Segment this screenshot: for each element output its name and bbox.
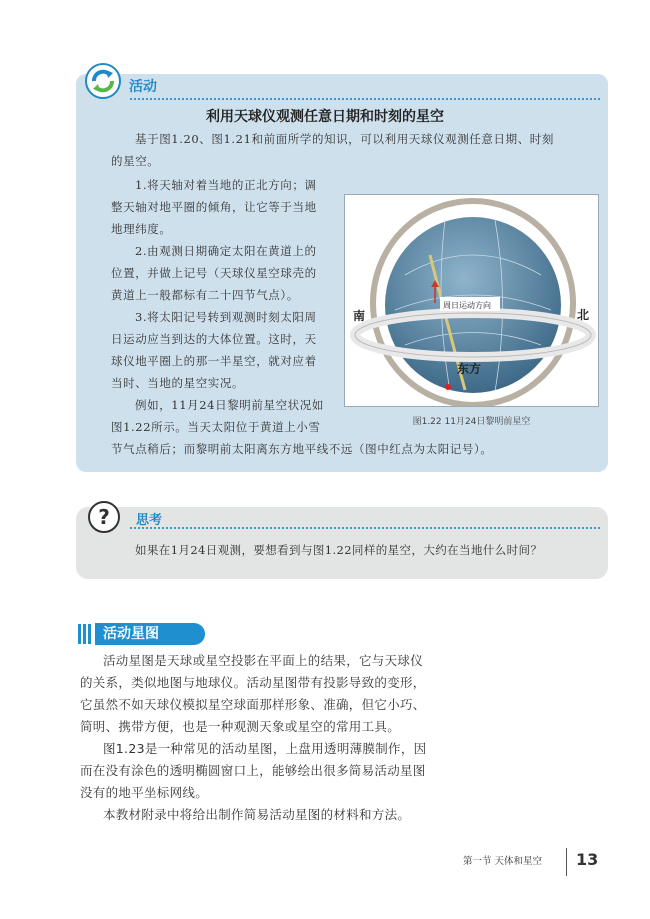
- body-line: 简明、携带方便，也是一种观测天象或星空的常用工具。: [80, 719, 401, 734]
- refresh-cycle-icon: [84, 62, 122, 100]
- step-line: 地理纬度。: [111, 222, 172, 236]
- step-line: 3.将太阳记号转到观测时刻太阳周: [135, 310, 317, 324]
- step-line: 球仪地平圈上的那一半星空，就对应着: [111, 354, 317, 368]
- sun-marker: [445, 384, 451, 390]
- step-line: 位置，并做上记号（天球仪星空球壳的: [111, 266, 317, 280]
- body-line: 没有的地平坐标网线。: [80, 785, 209, 800]
- step-line: 日运动应当到达的大体位置。这时，天: [111, 332, 317, 346]
- activity-intro-line-2: 的星空。: [111, 154, 160, 168]
- section-title: 活动星图: [95, 623, 205, 645]
- body-line: 它虽然不如天球仪模拟星空球面那样形象、准确，但它小巧、: [80, 697, 426, 712]
- think-divider: [130, 527, 600, 529]
- body-line: 的关系，类似地图与地球仪。活动星图带有投影导致的变形，: [80, 675, 426, 690]
- step-line: 黄道上一般都标有二十四节气点）。: [111, 288, 299, 302]
- step-line: 图1.22所示。当天太阳位于黄道上小雪: [111, 420, 321, 434]
- think-label: 思考: [136, 513, 163, 528]
- step-line: 当时、当地的星空实况。: [111, 376, 245, 390]
- section-marker-icon: [78, 624, 94, 644]
- body-line: 图1.23是一种常见的活动星图，上盘用透明薄膜制作，因: [103, 741, 427, 756]
- footer-section-name: 第一节 天体和星空: [463, 856, 543, 867]
- step-line: 整天轴对地平圈的倾角，让它等于当地: [111, 200, 317, 214]
- rotation-direction-label: 周日运动方向: [443, 301, 491, 310]
- page-number: 13: [576, 850, 599, 869]
- body-line: 而在没有涂色的透明椭圆窗口上，能够绘出很多简易活动星图: [80, 763, 426, 778]
- think-question: 如果在1月24日观测，要想看到与图1.22同样的星空，大约在当地什么时间？: [135, 543, 543, 557]
- celestial-globe-figure: [344, 194, 599, 407]
- activity-label: 活动: [129, 79, 157, 95]
- svg-text:?: ?: [98, 505, 110, 529]
- question-mark-icon: [88, 501, 120, 533]
- activity-closing-line: 节气点稍后；而黎明前太阳离东方地平线不远（图中红点为太阳记号）。: [111, 442, 493, 456]
- body-line: 活动星图是天球或星空投影在平面上的结果，它与天球仪: [103, 653, 424, 668]
- celestial-globe-illustration: [345, 195, 598, 406]
- east-label: 东方: [457, 362, 482, 376]
- south-label: 南: [353, 309, 366, 323]
- body-line: 本教材附录中将给出制作简易活动星图的材料和方法。: [103, 807, 411, 822]
- activity-intro-line-1: 基于图1.20、图1.21和前面所学的知识，可以利用天球仪观测任意日期、时刻: [135, 132, 555, 146]
- north-label: 北: [577, 308, 590, 322]
- footer-divider: [566, 848, 567, 876]
- activity-title: 利用天球仪观测任意日期和时刻的星空: [206, 109, 444, 125]
- step-line: 2.由观测日期确定太阳在黄道上的: [135, 244, 317, 258]
- step-line: 1.将天轴对着当地的正北方向；调: [135, 178, 317, 192]
- figure-caption: 图1.22 11月24日黎明前星空: [412, 417, 531, 427]
- step-line: 例如，11月24日黎明前星空状况如: [135, 398, 324, 412]
- activity-divider: [130, 98, 600, 100]
